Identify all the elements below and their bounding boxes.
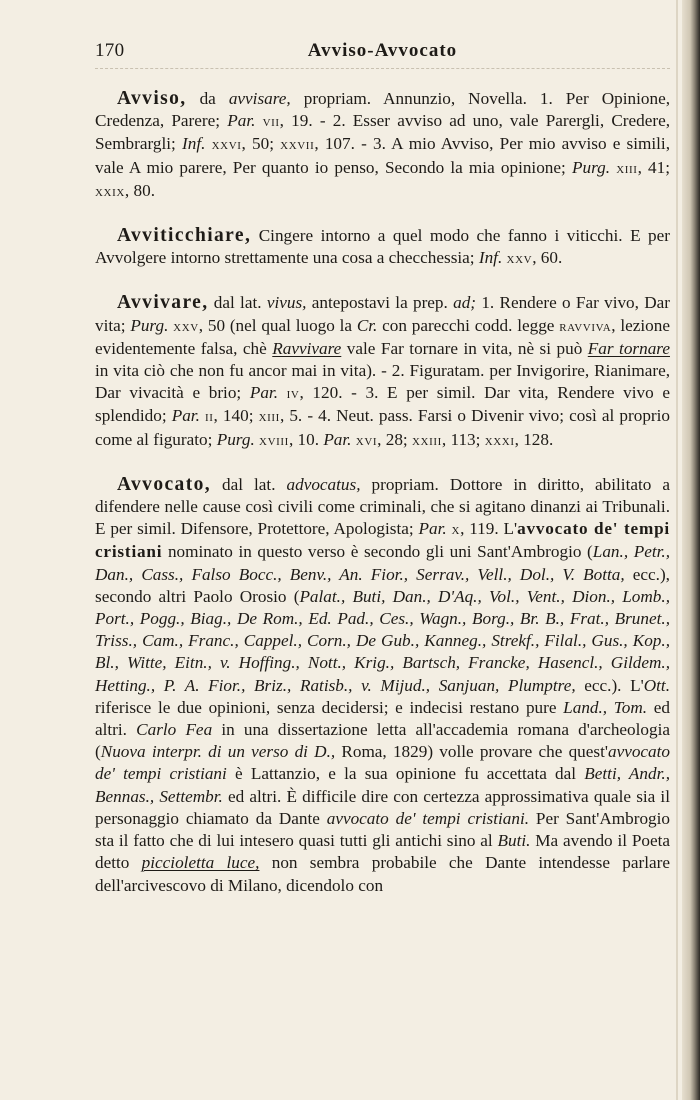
page-fold-line (676, 0, 678, 1100)
entry-text-segment (278, 383, 287, 402)
entry-text-segment: in una dissertazione letta all'accademia romana d'archeologia ( (95, 720, 671, 762)
entry-text-segment: , 10. (288, 429, 324, 449)
entry-text-segment: Ma avendo il Poeta detto (95, 831, 671, 873)
entry-text-segment: Par. (418, 519, 447, 539)
entry-text-segment: , 128. (514, 429, 554, 449)
entry-text-segment: dal lat. (208, 293, 267, 313)
entry-text-segment: , 60. (532, 248, 563, 268)
entry-text-segment: xviii (259, 432, 289, 449)
entry-text-segment: Ott. (643, 675, 670, 695)
header-rule (95, 68, 670, 69)
entry-text-segment: Land., Tom. (563, 697, 648, 717)
entry-text-segment: avvocato de' tempi cristiani. (326, 808, 530, 828)
page-number: 170 (95, 40, 125, 61)
entry-text-segment: avvocato de' tempi cristiani (95, 519, 671, 562)
headword: Avviso, (117, 88, 187, 109)
entry-avviticchiare (95, 225, 670, 270)
entry-text-segment: , 5. - 4. Neut. pass. Farsi o Divenir vivo; così al proprio come al figurato; (95, 406, 671, 449)
entry-text-segment: xxiii (412, 432, 442, 449)
entry-text-segment: vivus, (266, 293, 307, 313)
page-edge-shadow (682, 0, 700, 1100)
entry-text-segment: Ravvivare (272, 338, 342, 358)
entry-avvocato (95, 474, 670, 897)
entry-text-segment: , 28; (377, 429, 412, 449)
dictionary-body (95, 88, 670, 897)
headword: Avviticchiare, (117, 225, 252, 247)
entry-text-segment: , 19. - 2. Esser avviso ad uno, vale Parergli, Credere, Sembrargli; (95, 111, 671, 154)
entry-text-segment: ed altri. (95, 697, 670, 740)
entry-text-segment (255, 111, 262, 130)
headword: Avvocato, (117, 473, 212, 495)
entry-text-segment: iv (286, 386, 300, 403)
entry-text-segment: , 140; (213, 406, 259, 426)
entry-text-segment: propriam. Dottore in diritto, abilitato a difendere nelle cause così civili come criminali, che si agitano dinanzi ai Tribunali. E per simil. Difensore, Protettore, Apologista; (95, 474, 670, 539)
entry-text-segment: , 113; (441, 429, 485, 449)
entry-text-segment: Purg. (571, 157, 611, 177)
entry-text-segment: Par. (171, 406, 200, 426)
entry-text-segment: Cr. (356, 315, 378, 335)
entry-text-segment: , 119. L' (460, 519, 518, 539)
entry-text-segment: Carlo Fea (136, 720, 213, 740)
entry-text-segment: Purg. (216, 429, 255, 449)
entry-text-segment: da (186, 89, 229, 108)
entry-text-segment: ed altri. È difficile dire con certezza approssimativa quale sia il personaggio chiamato da Dante (95, 786, 670, 828)
entry-text-segment: ecc.), secondo altri Paolo Orosio ( (95, 564, 670, 606)
entry-text-segment: è Lattanzio, e la sua opinione fu accettata dal (226, 764, 585, 784)
entry-text-segment: Par. (323, 429, 352, 449)
entry-text-segment: avvisare, (228, 89, 291, 108)
entry-text-segment: vale Far tornare in vita, nè si può (341, 338, 588, 358)
entry-text-segment: Inf. (182, 134, 206, 154)
entry-text-segment: xxvii (280, 137, 315, 154)
entry-text-segment: Inf. (478, 248, 503, 268)
entry-text-segment: antepostavi la prep. (306, 293, 454, 313)
entry-text-segment: xiii (616, 160, 638, 177)
entry-text-segment: Betti, Andr., Bennas., Settembr. (95, 764, 670, 806)
entry-text-segment: , 107. - 3. A mio Avviso, Per mio avviso e simili, vale A mio parere, Per quanto io penso, Secondo la mia opinione; (95, 134, 671, 177)
entry-text-segment: dal lat. (211, 474, 287, 494)
entry-text-segment: Nuova interpr. di un verso di D., (100, 742, 336, 762)
entry-text-segment: con parecchi codd. legge (377, 315, 560, 335)
entry-text-segment: Par. (227, 111, 256, 131)
entry-text-segment: Lan., Petr., Dan., Cass., Falso Bocc., Benv., An. Fior., Serrav., Vell., Dol., V. Botta, (95, 542, 670, 584)
entry-text-segment: , lezione evidentemente falsa, chè (95, 315, 670, 358)
entry-text-segment: ii (205, 409, 214, 426)
entry-text-segment: xiii (258, 409, 280, 426)
entry-text-segment: xxv (173, 318, 199, 335)
entry-text-segment: Roma, 1829) volle provare che quest' (335, 742, 608, 762)
entry-text-segment: xxv (506, 251, 533, 268)
entry-text-segment: xvi (355, 432, 378, 449)
entry-avviso (95, 88, 670, 203)
entry-text-segment: Palat., Buti, Dan., D'Aq., Vol., Vent., Dion., Lomb., Port., Pogg., Biag., De Rom., Ed. Pad., Ces., Wagn., Borg., Br. B., Frat., Brunet., Triss., Cam., Franc., Cappel., Corn., De Gub., Kanneg., Strekf., Filal., Gus., Kop., Bl., Witte, Eitn., v. Hoffing., Nott., Krig., Bartsch, Francke, Hasencl., Gildem., Hetting., P. A. Fior., Briz., Ratisb., v. Mijud., Sanjuan, Plumptre, (95, 586, 670, 695)
entry-text-segment: Par. (249, 383, 279, 403)
entry-text-segment: Cingere intorno a quel modo che fanno i viticchi. E per Avvolgere intorno strettamente una cosa a checchessia; (95, 226, 670, 268)
entry-text-segment: piccioletta luce, (141, 853, 260, 873)
entry-text-segment: propriam. Annunzio, Novella. 1. Per Opinione, Credenza, Parere; (95, 89, 670, 131)
entry-text-segment: xxvi (211, 137, 242, 154)
headword: Avvivare, (117, 292, 209, 314)
entry-text-segment: ravviva (559, 318, 612, 335)
page-heading: Avviso-Avvocato (307, 40, 458, 61)
entry-text-segment: in vita ciò che non fu ancor mai in vita). - 2. Figuratam. per Invigorire, Rianimare, Dar vivacità e brio; (95, 361, 670, 403)
entry-text-segment: riferisce le due opinioni, senza decidersi; e indecisi restano pure (95, 697, 564, 717)
entry-avvivare (95, 292, 670, 451)
entry-text-segment: Per Sant'Ambrogio sta il fatto che di lui intesero quasi tutti gli antichi sino al (95, 808, 670, 851)
running-head (95, 40, 670, 64)
entry-text-segment: ecc.). L' (575, 675, 644, 695)
entry-text-segment: , 80. (124, 180, 155, 200)
entry-text-segment: non sembra probabile che Dante intendesse parlare dell'arcivescovo di Milano, dicendolo con (95, 853, 670, 895)
entry-text-segment: 1. Rendere o Far vivo, Dar vita; (95, 293, 670, 335)
entry-text-segment: vii (262, 114, 280, 131)
entry-text-segment: ad; (453, 293, 477, 313)
entry-text-segment: nominato in questo verso è secondo gli uni Sant'Ambrogio ( (162, 542, 593, 562)
entry-text-segment: , 120. - 3. E per simil. Dar vita, Rendere vivo e splendido; (95, 383, 670, 426)
entry-text-segment: xxxi (484, 432, 515, 449)
entry-text-segment: avvocato de' tempi cristiani (95, 742, 671, 784)
entry-text-segment: x (451, 522, 461, 539)
entry-text-segment: Buti. (497, 831, 531, 851)
entry-text-segment: , 41; (637, 157, 670, 177)
entry-text-segment: , 50; (241, 134, 281, 154)
entry-text-segment: xxix (95, 183, 125, 200)
entry-text-segment: Purg. (130, 315, 169, 335)
entry-text-segment: advocatus, (286, 474, 361, 494)
entry-text-segment: Far tornare (587, 338, 670, 358)
entry-text-segment: , 50 (nel qual luogo la (198, 315, 357, 335)
